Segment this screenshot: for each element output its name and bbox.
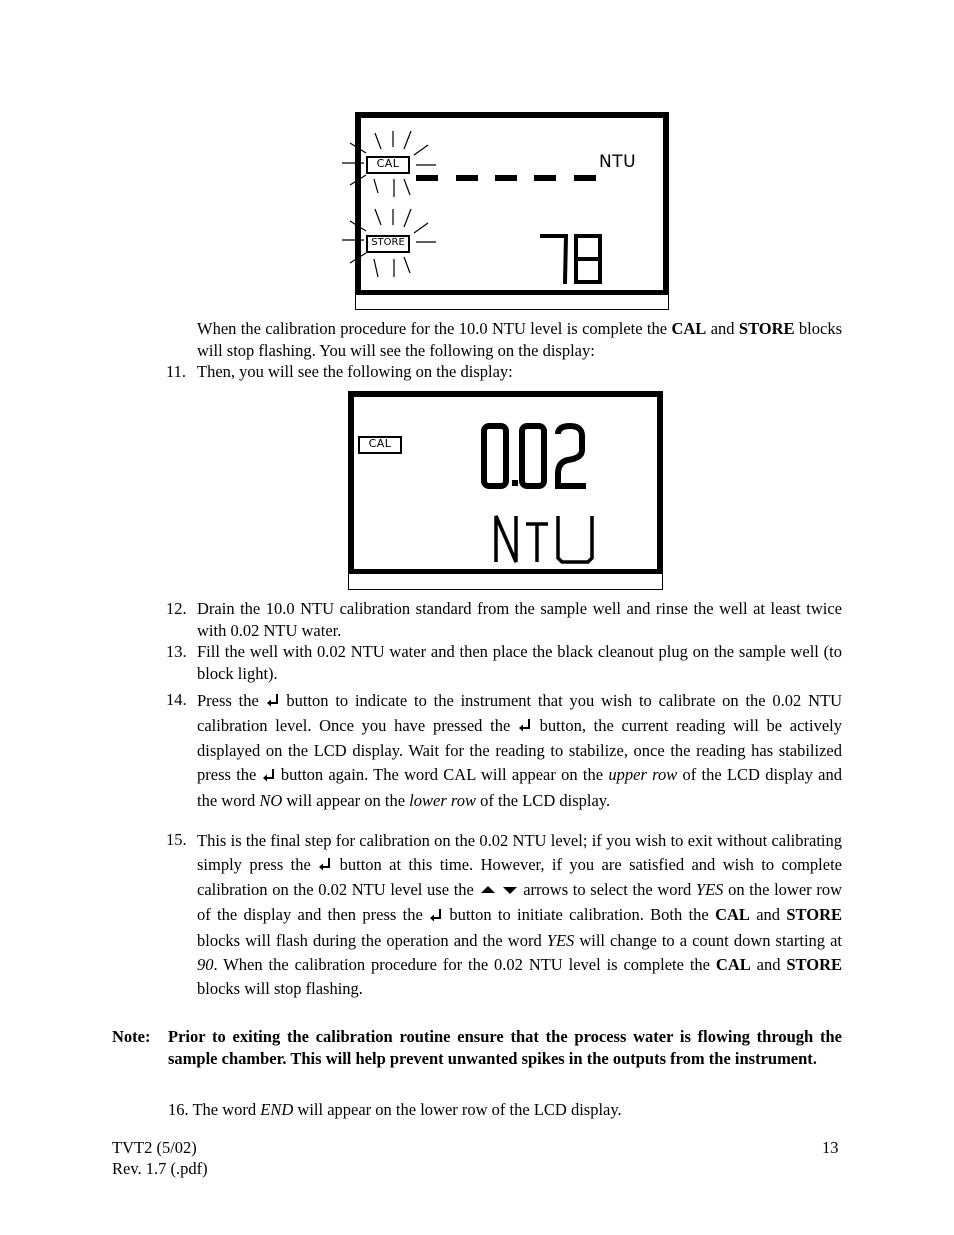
unit-label-ntu: NTU <box>599 152 637 172</box>
store-indicator: STORE <box>366 235 410 253</box>
step-12-text: Drain the 10.0 NTU calibration standard from the sample well and rinse the well at least twice with 0.02 NTU water. <box>197 599 842 640</box>
up-down-arrows-icon <box>479 879 519 903</box>
enter-key-icon <box>266 690 280 714</box>
cal-indicator: CAL <box>366 156 410 174</box>
step-15-text: This is the final step for calibration on the 0.02 NTU level; if you wish to exit without calibrating simply press the button at this time. However, if you are satisfied and wish to complete calibration on the 0.02 NTU level use the arrows to select the word YES on the lower row of the display and then press the button to initiate calibration. Both the CAL and STORE blocks will flash during the operation and the word YES will change to a count down starting at 90. When the calibration procedure for the 0.02 NTU level is complete the CAL and STORE blocks will stop flashing. <box>197 831 843 998</box>
step-14-text: Press the button to indicate to the instrument that you wish to calibrate on the 0.02 NTU calibration level. Once you have pressed the button, the current reading will be actively displayed on the LCD display. Wait for the reading to stabilize, once the reading has stabilized press the button again. The word CAL will appear on the upper row of the LCD display and the word NO will appear on the lower row of the LCD display. <box>197 691 843 810</box>
footer-revision: Rev. 1.7 (.pdf) <box>112 1159 208 1178</box>
step-number: 15. <box>166 830 187 849</box>
step-number: 13. <box>166 642 187 661</box>
step-16: 16. The word END will appear on the lower row of the LCD display. <box>168 1100 622 1119</box>
reading-segments <box>478 420 598 492</box>
para-calibration-complete: When the calibration procedure for the 10.0 NTU level is complete the CAL and STORE blocks will stop flashing. You will see the following on the display: <box>197 319 842 360</box>
flash-indicator-rays <box>338 125 438 285</box>
note-label: Note: <box>112 1027 151 1046</box>
dashes-upper-row <box>414 172 598 184</box>
reading-value <box>478 420 598 497</box>
step-13-text: Fill the well with 0.02 NTU water and then place the black cleanout plug on the sample well (to block light). <box>197 642 842 683</box>
note-text: Prior to exiting the calibration routine ensure that the process water is flowing through the sample chamber. This will help prevent unwanted spikes in the outputs from the instrument. <box>168 1027 842 1068</box>
enter-key-icon <box>262 765 276 789</box>
countdown-digits <box>538 233 606 285</box>
page-number: 13 <box>822 1138 839 1157</box>
cal-indicator: CAL <box>358 436 402 454</box>
footer-doc-id: TVT2 (5/02) <box>112 1138 197 1157</box>
enter-key-icon <box>429 905 443 929</box>
step-number: 11. <box>166 362 187 381</box>
unit-label-ntu-large <box>492 512 596 569</box>
step-number: 12. <box>166 599 187 618</box>
step-number: 16. <box>168 1100 189 1119</box>
enter-key-icon <box>318 854 332 878</box>
step-11-text: Then, you will see the following on the display: <box>197 362 513 381</box>
step-number: 14. <box>166 690 187 709</box>
enter-key-icon <box>518 715 532 739</box>
